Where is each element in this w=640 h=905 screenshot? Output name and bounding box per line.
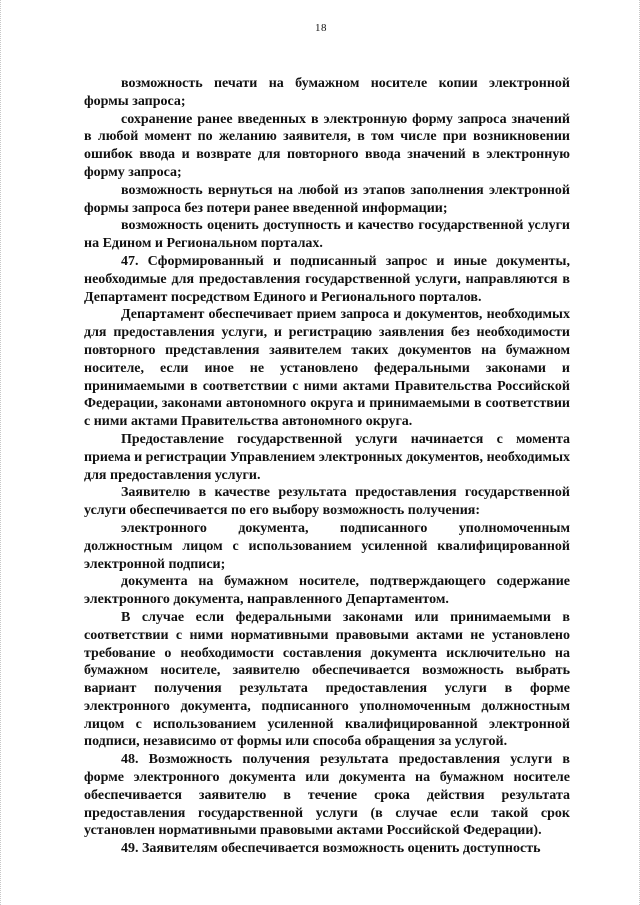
- paragraph-clause-47: 47. Сформированный и подписанный запрос и иные документы, необходимые для предоставления государственной услуги, направляются в Департамент посредством Единого и Регионального порталов.: [84, 253, 570, 305]
- document-body: [84, 75, 570, 858]
- paragraph: документа на бумажном носителе, подтверждающего содержание электронного документа, направленного Департаментом.: [84, 574, 570, 608]
- paragraph: Заявителю в качестве результата предоставления государственной услуги обеспечивается по его выбору возможность получения:: [84, 485, 570, 519]
- paragraph-clause-48: 48. Возможность получения результата предоставления услуги в форме электронного документа или документа на бумажном носителе обеспечивается заявителю в течение срока действия результата предоставления государственной услуги (в случае если такой срок установлен нормативными правовыми актами Российской Федерации).: [84, 752, 570, 839]
- page-number: 18: [315, 22, 327, 34]
- paragraph: возможность вернуться на любой из этапов заполнения электронной формы запроса без потери ранее введенной информации;: [84, 182, 570, 216]
- paragraph: Департамент обеспечивает прием запроса и документов, необходимых для предоставления услуги, и регистрацию заявления без необходимости повторного представления заявителем таких документов на бумажном носителе, если иное не установлено федеральными законами и принимаемыми в соответствии с ними актами Правительства Российской Федерации, законами автономного округа и принимаемыми в соответствии с ними актами Правительства автономного округа.: [84, 307, 570, 430]
- paragraph: сохранение ранее введенных в электронную форму запроса значений в любой момент по желанию заявителя, в том числе при возникновении ошибок ввода и возврате для повторного ввода значений в электронную форму запроса;: [84, 111, 570, 180]
- paragraph: возможность оценить доступность и качество государственной услуги на Едином и Региональном порталах.: [84, 218, 570, 252]
- paragraph-clause-49: 49. Заявителям обеспечивается возможность оценить доступность: [121, 841, 541, 857]
- paragraph: возможность печати на бумажном носителе копии электронной формы запроса;: [84, 76, 570, 109]
- paragraph: Предоставление государственной услуги начинается с момента приема и регистрации Управлением электронных документов, необходимых для предоставления услуги.: [84, 431, 570, 483]
- paragraph: В случае если федеральными законами или принимаемыми в соответствии с ними нормативными правовыми актами не установлено требование о необходимости составления документа исключительно на бумажном носителе, заявителю обеспечивается возможность выбрать вариант получения результата предоставления услуги в форме электронного документа, подписанного уполномоченным должностным лицом с использованием усиленной квалифицированной электронной подписи, независимо от формы или способа обращения за услугой.: [84, 609, 570, 750]
- paragraph: электронного документа, подписанного уполномоченным должностным лицом с использованием усиленной квалифицированной электронной подписи;: [84, 520, 570, 572]
